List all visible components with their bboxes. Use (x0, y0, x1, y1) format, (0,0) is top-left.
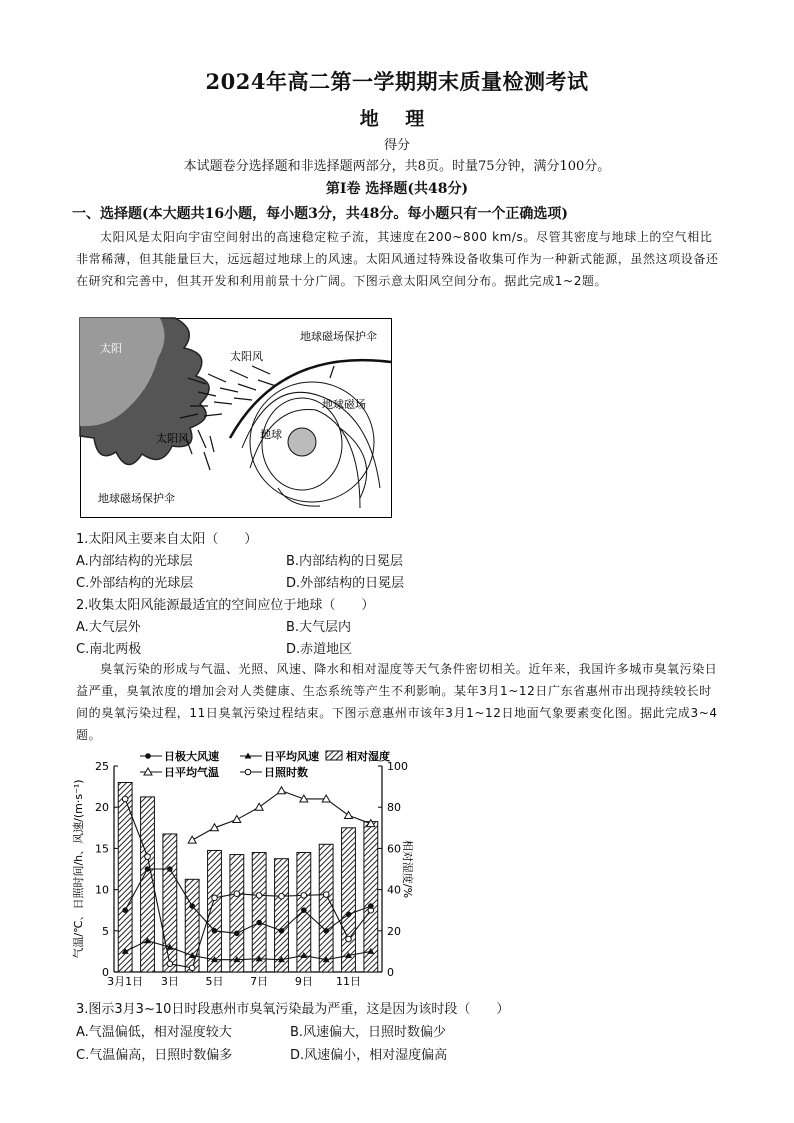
legend-label: 日极大风速 (164, 750, 219, 763)
point-sunshine (245, 769, 251, 775)
point-max-wind (368, 903, 374, 909)
point-sunshine (145, 854, 151, 860)
x-tick-label: 7日 (250, 975, 269, 988)
q3-option-d[interactable]: D.风速偏小，相对湿度偏高 (290, 1048, 448, 1063)
q1-stem: 1.太阳风主要来自太阳（ ） (76, 532, 258, 547)
right-tick-label: 60 (387, 842, 401, 856)
part-title: 第Ⅰ卷 选择题(共48分) (325, 181, 469, 197)
exam-info: 本试题卷分选择题和非选择题两部分，共8页。时量75分钟，满分100分。 (183, 159, 611, 174)
q2-option-b[interactable]: B.大气层内 (286, 620, 352, 635)
legend-item (240, 749, 319, 763)
humidity-bar (230, 855, 244, 972)
q3-option-c[interactable]: C.气温偏高，日照时数偏多 (76, 1048, 233, 1063)
exam-title: 2024年高二第一学期期末质量检测考试 (205, 69, 589, 94)
solar-wind-figure (80, 318, 392, 518)
legend-label: 日平均气温 (164, 766, 219, 779)
left-tick-label: 0 (102, 966, 109, 979)
passage-2: 臭氧污染的形成与气温、光照、风速、降水和相对湿度等天气条件密切相关。近年来，我国许多城市臭氧污染日益严重，臭氧浓度的增加会对人类健康、生态系统等产生不利影响。某年3月1~12日广东省惠州市出现持续较长时间的臭氧污染过程，11日臭氧污染过程结束。下图示意惠州市该年3月1~12日地面气象要素变化图。据此完成3~4题。 (76, 662, 718, 742)
humidity-bar (275, 859, 289, 972)
chart-lines (122, 787, 375, 971)
legend-label: 相对湿度 (346, 750, 390, 763)
humidity-bar (252, 853, 266, 972)
legend-item (240, 765, 308, 779)
q1-option-a[interactable]: A.内部结构的光球层 (76, 554, 193, 569)
point-max-wind (301, 907, 307, 913)
earth-shape (288, 428, 316, 456)
humidity-bar (185, 879, 199, 972)
q1-option-d[interactable]: D.外部结构的日冕层 (286, 576, 405, 591)
point-max-wind (145, 866, 151, 872)
label-shield-2: 地球磁场保护伞 (98, 492, 175, 505)
x-tick-label: 3日 (160, 975, 179, 988)
right-tick-label: 100 (387, 760, 408, 773)
point-max-wind (145, 753, 151, 759)
subject-title: 地 理 (359, 108, 435, 130)
q3-option-a[interactable]: A.气温偏低，相对湿度较大 (76, 1025, 232, 1040)
right-tick-label: 20 (387, 924, 401, 938)
point-sunshine (346, 936, 352, 942)
x-tick-label: 9日 (294, 975, 313, 988)
left-tick-label: 15 (95, 842, 109, 856)
section-title: 一、选择题(本大题共16小题，每小题3分，共48分。每小题只有一个正确选项) (72, 206, 568, 222)
point-avg-temp (345, 811, 353, 818)
legend-label: 日照时数 (264, 766, 308, 779)
x-tick-label: 11日 (336, 975, 361, 988)
right-axis-title: 相对湿度/% (401, 839, 414, 899)
q2-option-c[interactable]: C.南北两极 (76, 642, 142, 657)
label-solar-wind-1: 太阳风 (230, 350, 263, 363)
legend-label: 日平均风速 (264, 750, 319, 763)
point-max-wind (323, 928, 329, 934)
score-label: 得分 (383, 138, 410, 153)
point-sunshine (256, 893, 262, 899)
q3-stem: 3.图示3月3~10日时段惠州市臭氧污染最为严重，这是因为该时段（ ） (76, 1002, 510, 1017)
series-日极大风速 (122, 866, 373, 936)
q3-option-b[interactable]: B.风速偏大，日照时数偏少 (290, 1025, 447, 1040)
q1-option-c[interactable]: C.外部结构的光球层 (76, 576, 194, 591)
left-tick-label: 10 (95, 883, 109, 897)
q1-option-b[interactable]: B.内部结构的日冕层 (286, 554, 404, 569)
q2-stem: 2.收集太阳风能源最适宜的空间应位于地球（ ） (76, 598, 375, 613)
point-max-wind (212, 928, 218, 934)
point-sunshine (301, 893, 307, 899)
point-avg-temp (233, 816, 241, 823)
point-sunshine (234, 891, 240, 897)
point-sunshine (323, 892, 329, 898)
point-sunshine (167, 961, 173, 967)
humidity-bar (319, 844, 333, 972)
left-tick-label: 5 (102, 924, 109, 938)
label-sun: 太阳 (100, 342, 122, 355)
legend-item (140, 749, 219, 763)
weather-chart (70, 748, 414, 988)
label-magnetic-field: 地球磁场 (322, 398, 366, 411)
label-shield-1: 地球磁场保护伞 (300, 330, 377, 343)
right-tick-label: 80 (387, 801, 401, 815)
series-line (125, 799, 371, 968)
point-max-wind (122, 907, 128, 913)
legend-item (140, 765, 219, 779)
point-max-wind (234, 930, 240, 936)
series-日平均风速 (122, 937, 375, 962)
chart-legend (140, 749, 390, 779)
right-tick-label: 40 (387, 883, 401, 897)
point-sunshine (279, 893, 285, 899)
point-sunshine (189, 965, 195, 971)
humidity-bar (342, 828, 356, 972)
label-earth: 地球 (260, 428, 282, 441)
legend-swatch (326, 751, 342, 760)
left-tick-label: 20 (95, 801, 109, 815)
left-axis-title: 气温/℃、日照时间/h、风速/(m·s⁻¹) (72, 779, 85, 959)
point-max-wind (256, 920, 262, 926)
point-max-wind (346, 912, 352, 918)
humidity-bar (141, 797, 155, 972)
point-max-wind (167, 866, 173, 872)
label-solar-wind-2: 太阳风 (156, 432, 189, 445)
x-tick-label: 5日 (205, 975, 224, 988)
humidity-bar (163, 834, 177, 972)
point-sunshine (122, 796, 128, 802)
point-avg-temp (255, 803, 263, 810)
point-avg-temp (278, 787, 286, 794)
series-line (125, 941, 371, 960)
point-max-wind (279, 928, 285, 934)
point-avg-temp (188, 836, 196, 843)
passage-1: 太阳风是太阳向宇宙空间射出的高速稳定粒子流，其速度在200~800 km/s。尽管其密度与地球上的空气相比非常稀薄，但其能量巨大，远远超过地球上的风速。太阳风通过特殊设备收集可作为一种新式能源，虽然这项设备还在研究和完善中，但其开发和利用前景十分广阔。下图示意太阳风空间分布。据此完成1~2题。 (76, 230, 719, 288)
right-tick-label: 0 (387, 966, 394, 979)
left-tick-label: 25 (95, 760, 109, 773)
x-tick-label: 3月1日 (107, 975, 144, 988)
q2-option-a[interactable]: A.大气层外 (76, 620, 141, 635)
legend-item (326, 749, 390, 763)
point-sunshine (212, 895, 218, 901)
point-max-wind (189, 903, 195, 909)
q2-option-d[interactable]: D.赤道地区 (286, 642, 353, 657)
